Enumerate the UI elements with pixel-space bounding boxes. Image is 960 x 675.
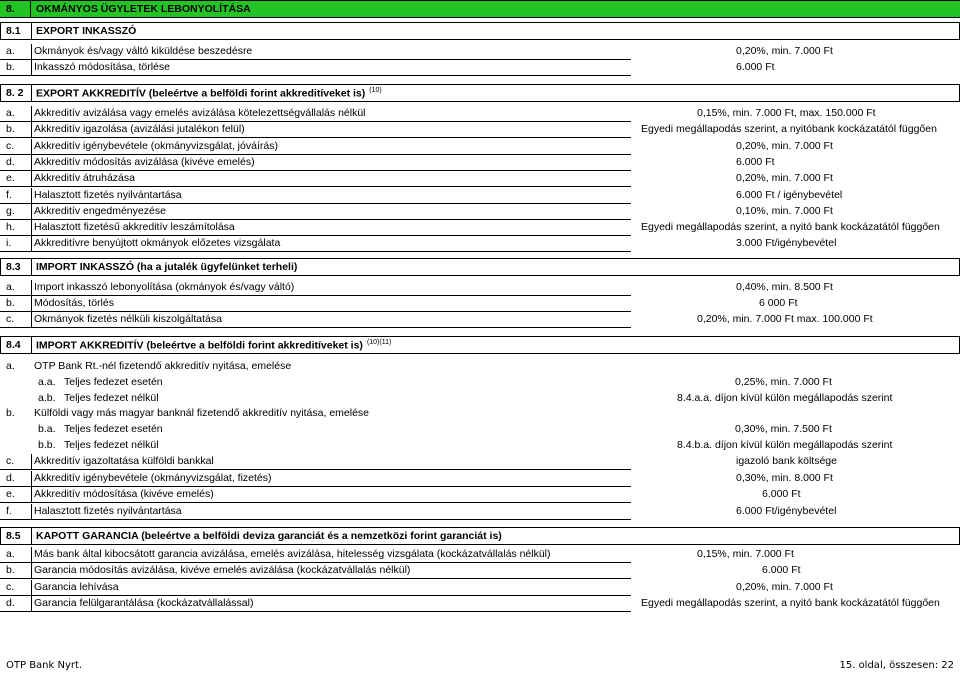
section-number: 8.3 [6,261,21,273]
list-item [0,140,960,155]
item-number: d. [6,596,15,609]
list-item [0,237,960,252]
list-item [0,297,960,312]
item-number: c. [6,455,15,467]
item-number: b. [6,123,15,136]
section-number: 8.5 [6,530,21,542]
item-number: f. [6,504,12,517]
item-value: Egyedi megállapodás szerint, a nyitó bank kockázatától függően [641,596,940,609]
item-value: 3.000 Ft/igénybevétel [736,237,837,250]
item-label: Akkreditív módosítás avizálása (kivéve emelés) [34,155,255,168]
list-item [0,45,960,60]
list-item [0,61,960,76]
item-label: Halasztott fizetés nyilvántartása [34,504,182,517]
section-title: OKMÁNYOS ÜGYLETEK LEBONYOLÍTÁSA [36,3,251,15]
item-value: 0,25%, min. 7.000 Ft [735,376,832,388]
section-number: 8. 2 [6,87,24,99]
main-section-header [0,0,960,18]
footnote-ref: (10)(11) [366,339,392,346]
item-number: a.b. [38,392,56,404]
item-number: d. [6,155,15,168]
item-label: Akkreditív igénybevétele (okmányvizsgálat, jóváírás) [34,139,278,152]
item-value: 6.000 Ft/igénybevétel [736,504,837,517]
list-item [0,472,960,487]
section-title: EXPORT INKASSZÓ [36,25,137,37]
item-number: c. [6,313,15,325]
list-item [0,505,960,520]
footnote-ref: (10) [369,87,382,94]
item-number: e. [6,172,15,185]
item-number: h. [6,221,15,234]
item-value: 0,20%, min. 7.000 Ft max. 100.000 Ft [697,313,873,325]
item-value: 6.000 Ft [762,488,801,500]
section-title: EXPORT AKKREDITÍV (beleértve a belföldi forint akkreditíveket is) $^{(10)}$ [36,87,382,100]
section-number: 8.1 [6,25,21,37]
item-number: a. [6,360,15,372]
item-value: 0,15%, min. 7.000 Ft, max. 150.000 Ft [697,107,876,119]
item-label: OTP Bank Rt.-nél fizetendő akkreditív nyitása, emelése [34,360,292,372]
item-value: 0,10%, min. 7.000 Ft [736,204,833,217]
list-item [0,189,960,204]
item-label: Akkreditív igazoltatása külföldi bankkal [34,455,214,467]
list-item [0,123,960,138]
item-value: 0,40%, min. 8.500 Ft [736,281,833,293]
section-title: IMPORT AKKREDITÍV (beleértve a belföldi forint akkreditíveket is) $^{(10)(11)}$ [36,339,392,352]
item-number: f. [6,188,12,201]
item-number: b.a. [38,423,56,435]
item-value: Egyedi megállapodás szerint, a nyitó bank kockázatától függően [641,221,940,234]
list-item [0,564,960,579]
item-label: Halasztott fizetés nyilvántartása [34,188,182,201]
list-item [0,548,960,563]
list-item [0,156,960,171]
item-label: Külföldi vagy más magyar banknál fizetendő akkreditív nyitása, emelése [34,407,370,419]
item-value: 6.000 Ft / igénybevétel [736,188,843,201]
item-label: Okmányok és/vagy váltó kiküldése beszedésre [34,45,253,57]
item-label: Más bank által kibocsátott garancia avizálása, emelés avizálása, hitelesség vizsgálata (kockázatvállalás nélkül) [34,548,551,560]
item-value: 0,20%, min. 7.000 Ft [736,172,833,185]
item-label: Akkreditív avizálása vagy emelés avizálása kötelezettségvállalás nélkül [34,107,366,119]
item-label: Akkreditív engedményezése [34,204,166,217]
item-number: i. [6,237,12,250]
item-number: g. [6,204,15,217]
item-value: 0,30%, min. 7.500 Ft [735,423,832,435]
item-number: e. [6,488,15,500]
item-value: 6 000 Ft [759,297,798,309]
list-item [0,488,960,503]
item-label: Akkreditív átruházása [34,172,135,185]
list-item [0,221,960,236]
item-value: 6.000 Ft [736,155,775,168]
item-value: 8.4.a.a. díjon kívül külön megállapodás szerint [677,392,893,404]
list-item [0,455,960,470]
item-number: a.a. [38,376,56,388]
item-number: b. [6,407,15,419]
item-value: 6.000 Ft [762,564,801,577]
item-number: b. [6,297,15,309]
item-label: Módosítás, törlés [34,297,114,309]
item-label: Teljes fedezet esetén [64,423,163,435]
item-label: Teljes fedezet nélkül [64,439,159,451]
item-label: Import inkasszó lebonyolítása (okmányok és/vagy váltó) [34,281,295,293]
item-label: Inkasszó módosítása, törlése [34,61,170,73]
item-label: Garancia módosítás avizálása, kivéve emelés avizálása (kockázatvállalás nélkül) [34,564,411,577]
item-number: b. [6,564,15,577]
item-label: Teljes fedezet esetén [64,376,163,388]
item-number: c. [6,580,15,593]
item-label: Okmányok fizetés nélküli kiszolgáltatása [34,313,222,325]
item-value: 0,20%, min. 7.000 Ft [736,580,833,593]
item-value: 6.000 Ft [736,61,775,73]
item-value: 0,20%, min. 7.000 Ft [736,139,833,152]
list-item [0,281,960,296]
footer-page-number: 15. oldal, összesen: 22 [839,660,954,671]
item-label: Teljes fedezet nélkül [64,392,159,404]
section-title: IMPORT INKASSZÓ (ha a jutalék ügyfelünket terheli) [36,261,298,273]
item-label: Halasztott fizetésű akkreditív leszámítolása [34,221,235,234]
item-value: 0,20%, min. 7.000 Ft [736,45,833,57]
list-item [0,107,960,122]
item-label: Akkreditív igazolása (avizálási jutalékon felül) [34,123,245,136]
item-value: 0,30%, min. 8.000 Ft [736,471,833,484]
item-number: d. [6,471,15,484]
item-number: a. [6,548,15,560]
item-label: Garancia lehívása [34,580,119,593]
list-item [0,205,960,220]
section-number: 8. [6,3,15,15]
item-label: Garancia felülgarantálása (kockázatvállalással) [34,596,254,609]
item-number: a. [6,107,15,119]
list-item [0,597,960,612]
item-number: a. [6,45,15,57]
item-value: 8.4.b.a. díjon kívül külön megállapodás szerint [677,439,893,451]
section-title: KAPOTT GARANCIA (beleértve a belföldi deviza garanciát és a nemzetközi forint garanciát is) [36,530,502,542]
item-value: igazoló bank költsége [736,455,837,467]
list-item [0,313,960,328]
item-value: Egyedi megállapodás szerint, a nyitóbank kockázatától függően [641,123,937,136]
section-number: 8.4 [6,339,21,351]
list-item [0,581,960,596]
item-label: Akkreditív igénybevétele (okmányvizsgálat, fizetés) [34,471,272,484]
item-number: a. [6,281,15,293]
list-item [0,172,960,187]
item-label: Akkreditív módosítása (kivéve emelés) [34,488,214,500]
item-number: c. [6,139,15,152]
item-value: 0,15%, min. 7.000 Ft [697,548,794,560]
item-number: b.b. [38,439,56,451]
item-label: Akkreditívre benyújtott okmányok előzetes vizsgálata [34,237,281,250]
item-number: b. [6,61,15,73]
footer-bank-name: OTP Bank Nyrt. [6,660,83,671]
